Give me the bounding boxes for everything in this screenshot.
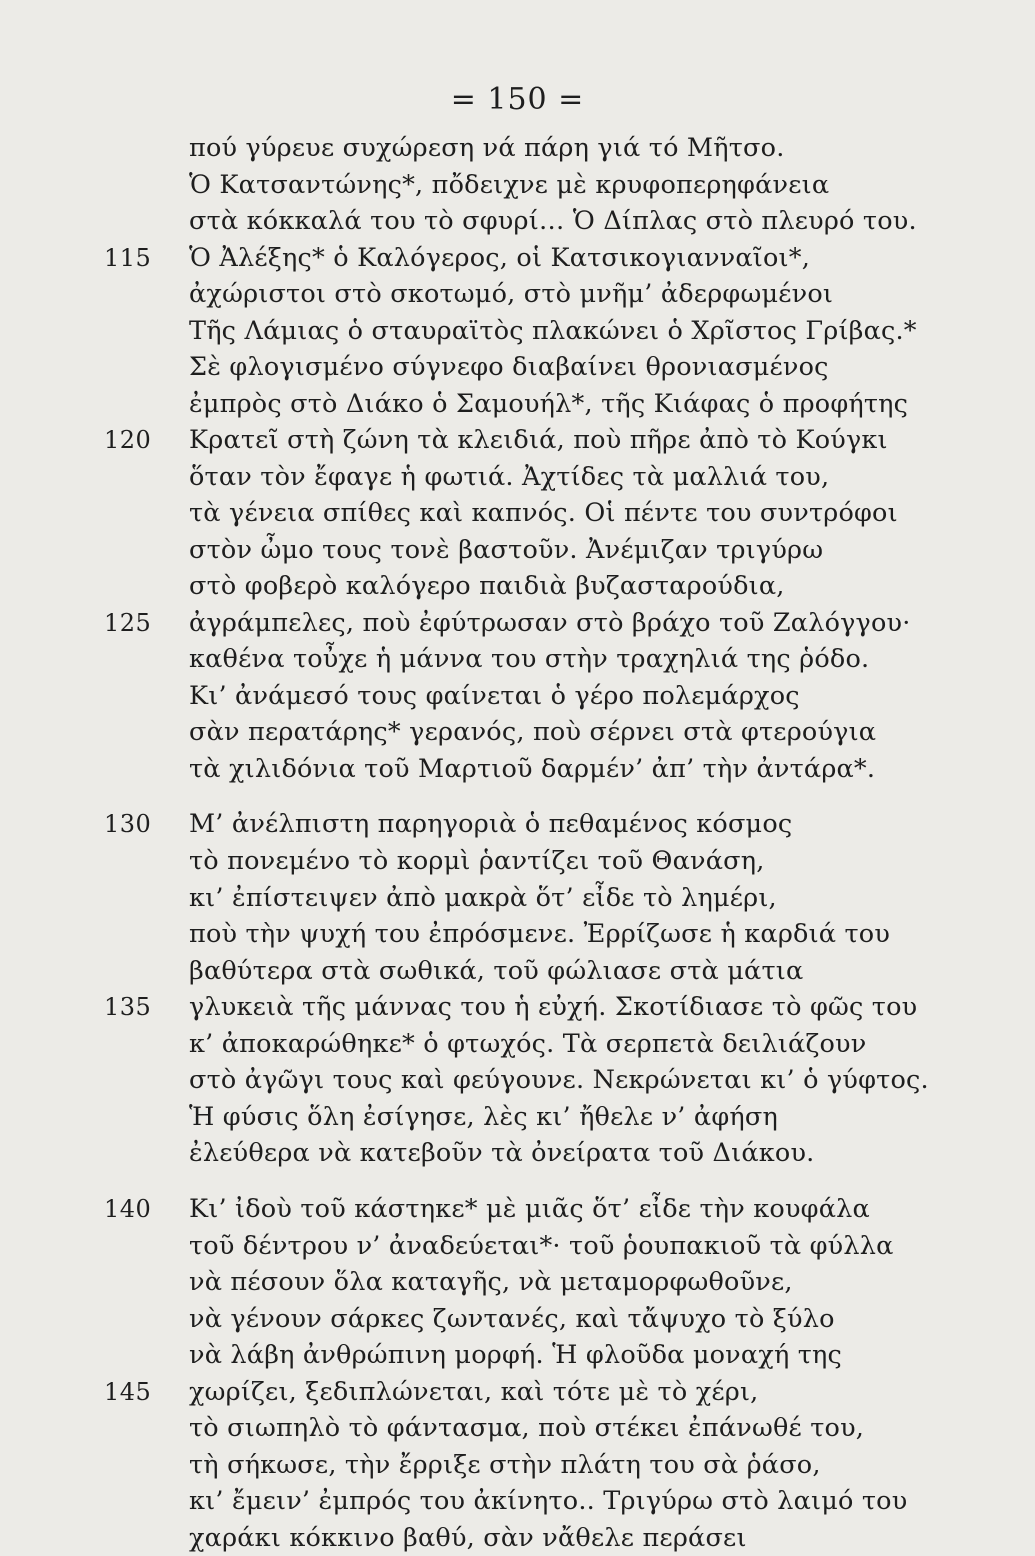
poem-line bbox=[0, 1172, 1035, 1228]
line-text: στὸ φοβερὸ καλόγερο παιδιὰ βυζασταρούδια, bbox=[189, 568, 989, 605]
poem-line bbox=[0, 714, 1035, 751]
line-text: σὰν περατάρης* γερανός, ποὺ σέρνει στὰ φτερούγια bbox=[189, 714, 989, 751]
line-number: 135 bbox=[104, 989, 174, 1026]
line-text: Κι’ ἀνάμεσό τους φαίνεται ὁ γέρο πολεμάρχος bbox=[189, 678, 989, 715]
line-text: κι’ ἔμειν’ ἐμπρός του ἀκίνητο.. Τριγύρω στὸ λαιμό του bbox=[189, 1483, 989, 1520]
poem-line bbox=[0, 641, 1035, 678]
line-number: 120 bbox=[104, 422, 174, 459]
line-text: χωρίζει, ξεδιπλώνεται, καὶ τότε μὲ τὸ χέρι, bbox=[189, 1374, 989, 1411]
line-number: 145 bbox=[104, 1374, 174, 1411]
poem-line bbox=[0, 1135, 1035, 1172]
line-text: βαθύτερα στὰ σωθικά, τοῦ φώλιασε στὰ μάτια bbox=[189, 953, 989, 990]
poem-line bbox=[0, 1410, 1035, 1447]
poem-line bbox=[0, 532, 1035, 569]
line-text: Ὁ Κατσαντώνης*, πὄδειχνε μὲ κρυφοπερηφάνεια bbox=[189, 167, 989, 204]
poem-line bbox=[0, 880, 1035, 917]
line-text: τὸ πονεμένο τὸ κορμὶ ῥαντίζει τοῦ Θανάση, bbox=[189, 843, 989, 880]
poem-line bbox=[0, 678, 1035, 715]
poem-line bbox=[0, 130, 1035, 167]
poem-line bbox=[0, 568, 1035, 605]
poem-line bbox=[0, 386, 1035, 423]
line-text: γλυκειὰ τῆς μάννας του ἡ εὐχή. Σκοτίδιασε τὸ φῶς του bbox=[189, 989, 989, 1026]
poem-line bbox=[0, 916, 1035, 953]
poem-line bbox=[0, 1483, 1035, 1520]
line-text: πού γύρευε συχώρεση νά πάρη γιά τό Μῆτσο. bbox=[189, 130, 989, 167]
line-text: τὸ σιωπηλὸ τὸ φάντασμα, ποὺ στέκει ἐπάνωθέ του, bbox=[189, 1410, 989, 1447]
line-text: χαράκι κόκκινο βαθύ, σὰν νἄθελε περάσει bbox=[189, 1520, 989, 1556]
poem-line bbox=[0, 1026, 1035, 1063]
page-number: = 150 = bbox=[0, 82, 1035, 117]
poem-line bbox=[0, 1337, 1035, 1374]
poem-line bbox=[0, 953, 1035, 990]
poem-line bbox=[0, 751, 1035, 788]
poem-line bbox=[0, 1099, 1035, 1136]
line-text: νὰ γένουν σάρκες ζωντανές, καὶ τἄψυχο τὸ ξύλο bbox=[189, 1301, 989, 1338]
poem-line bbox=[0, 787, 1035, 843]
poem-line bbox=[0, 167, 1035, 204]
poem-line bbox=[0, 605, 1035, 642]
poem-line bbox=[0, 203, 1035, 240]
line-text: Σὲ φλογισμένο σύγνεφο διαβαίνει θρονιασμένος bbox=[189, 349, 989, 386]
line-text: ποὺ τὴν ψυχή του ἐπρόσμενε. Ἐρρίζωσε ἡ καρδιά του bbox=[189, 916, 989, 953]
line-text: τὴ σήκωσε, τὴν ἔρριξε στὴν πλάτη του σὰ ῥάσο, bbox=[189, 1447, 989, 1484]
poem-line bbox=[0, 1228, 1035, 1265]
poem-line bbox=[0, 989, 1035, 1026]
poem-line bbox=[0, 349, 1035, 386]
line-text: Ἡ φύσις ὅλη ἐσίγησε, λὲς κι’ ἤθελε ν’ ἀφήση bbox=[189, 1099, 989, 1136]
poem-line bbox=[0, 459, 1035, 496]
line-text: τοῦ δέντρου ν’ ἀναδεύεται*· τοῦ ῥουπακιοῦ τὰ φύλλα bbox=[189, 1228, 989, 1265]
line-number: 130 bbox=[104, 806, 174, 843]
line-text: τὰ χιλιδόνια τοῦ Μαρτιοῦ δαρμέν’ ἀπ’ τὴν ἀντάρα*. bbox=[189, 751, 989, 788]
poem-line bbox=[0, 240, 1035, 277]
line-text: κ’ ἀποκαρώθηκε* ὁ φτωχός. Τὰ σερπετὰ δειλιάζουν bbox=[189, 1026, 989, 1063]
line-text: στὸ ἀγῶγι τους καὶ φεύγουνε. Νεκρώνεται κι’ ὁ γύφτος. bbox=[189, 1062, 989, 1099]
line-text: ἀχώριστοι στὸ σκοτωμό, στὸ μνῆμ’ ἀδερφωμένοι bbox=[189, 276, 989, 313]
poem-line bbox=[0, 495, 1035, 532]
poem-line bbox=[0, 1062, 1035, 1099]
line-number: 125 bbox=[104, 605, 174, 642]
poem-line bbox=[0, 1264, 1035, 1301]
line-text: στὸν ὦμο τους τονὲ βαστοῦν. Ἀνέμιζαν τριγύρω bbox=[189, 532, 989, 569]
line-text: ἀγράμπελες, ποὺ ἐφύτρωσαν στὸ βράχο τοῦ Ζαλόγγου· bbox=[189, 605, 989, 642]
line-text: Κι’ ἰδοὺ τοῦ κάστηκε* μὲ μιᾶς ὅτ’ εἶδε τὴν κουφάλα bbox=[189, 1191, 989, 1228]
line-text: ὅταν τὸν ἔφαγε ἡ φωτιά. Ἀχτίδες τὰ μαλλιά του, bbox=[189, 459, 989, 496]
poem-line bbox=[0, 843, 1035, 880]
poem-line bbox=[0, 422, 1035, 459]
line-number: 115 bbox=[104, 240, 174, 277]
line-text: Τῆς Λάμιας ὁ σταυραϊτὸς πλακώνει ὁ Χρῖστος Γρίβας.* bbox=[189, 313, 989, 350]
poem-line bbox=[0, 276, 1035, 313]
line-text: νὰ λάβη ἀνθρώπινη μορφή. Ἡ φλοῦδα μοναχή της bbox=[189, 1337, 989, 1374]
line-text: καθένα τοὖχε ἡ μάννα του στὴν τραχηλιά της ῥόδο. bbox=[189, 641, 989, 678]
poem-text bbox=[0, 130, 1035, 1556]
line-text: τὰ γένεια σπίθες καὶ καπνός. Οἱ πέντε του συντρόφοι bbox=[189, 495, 989, 532]
line-text: νὰ πέσουν ὅλα καταγῆς, νὰ μεταμορφωθοῦνε, bbox=[189, 1264, 989, 1301]
poem-line bbox=[0, 313, 1035, 350]
line-text: ἐμπρὸς στὸ Διάκο ὁ Σαμουήλ*, τῆς Κιάφας ὁ προφήτης bbox=[189, 386, 989, 423]
poem-line bbox=[0, 1301, 1035, 1338]
line-text: Ὁ Ἀλέξης* ὁ Καλόγερος, οἱ Κατσικογιανναῖοι*, bbox=[189, 240, 989, 277]
line-text: κι’ ἐπίστειψεν ἀπὸ μακρὰ ὅτ’ εἶδε τὸ λημέρι, bbox=[189, 880, 989, 917]
line-number: 140 bbox=[104, 1191, 174, 1228]
line-text: στὰ κόκκαλά του τὸ σφυρί… Ὁ Δίπλας στὸ πλευρό του. bbox=[189, 203, 989, 240]
line-text: Κρατεῖ στὴ ζώνη τὰ κλειδιά, ποὺ πῆρε ἀπὸ τὸ Κούγκι bbox=[189, 422, 989, 459]
poem-line bbox=[0, 1374, 1035, 1411]
poem-line bbox=[0, 1520, 1035, 1556]
line-text: ἐλεύθερα νὰ κατεβοῦν τὰ ὀνείρατα τοῦ Διάκου. bbox=[189, 1135, 989, 1172]
poem-line bbox=[0, 1447, 1035, 1484]
line-text: Μ’ ἀνέλπιστη παρηγοριὰ ὁ πεθαμένος κόσμος bbox=[189, 806, 989, 843]
